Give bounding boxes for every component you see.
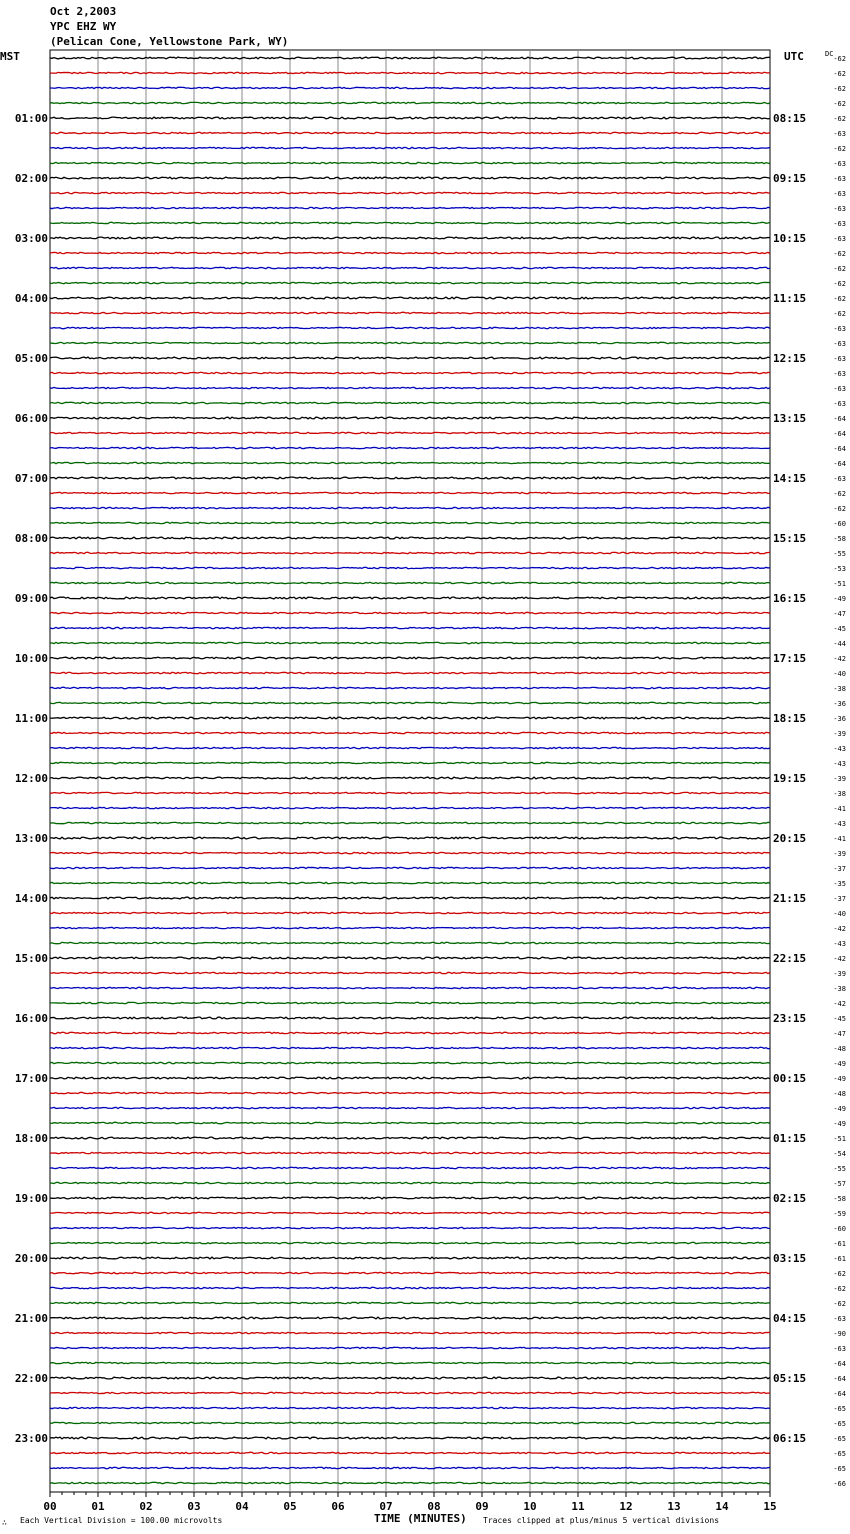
utc-hour-label: 09:15 <box>773 172 807 185</box>
utc-hour-label: 23:15 <box>773 1012 807 1025</box>
x-axis <box>43 1492 776 1513</box>
trace-row <box>50 897 770 899</box>
utc-hour-label: 00:15 <box>773 1072 807 1085</box>
x-tick-label: 02 <box>139 1500 153 1513</box>
dc-offset-label: -63 <box>833 325 846 333</box>
dc-offset-label: -38 <box>833 790 846 798</box>
trace-row <box>50 1377 770 1379</box>
dc-offset-label: -59 <box>833 1210 846 1218</box>
dc-offset-label: -43 <box>833 820 846 828</box>
trace-row <box>50 1092 770 1093</box>
dc-offset-label: -37 <box>833 895 846 903</box>
trace-row <box>50 1347 770 1348</box>
trace-row <box>50 222 770 223</box>
mst-hour-label: 02:00 <box>14 172 48 185</box>
dc-offset-label: -63 <box>833 370 846 378</box>
dc-offset-label: -49 <box>833 1075 846 1083</box>
dc-offset-label: -58 <box>833 535 846 543</box>
trace-row <box>50 237 770 239</box>
x-tick-label: 14 <box>715 1500 729 1513</box>
dc-offset-label: -62 <box>833 1270 846 1278</box>
trace-row <box>50 1317 770 1319</box>
utc-hour-label: 12:15 <box>773 352 807 365</box>
trace-row <box>50 387 770 388</box>
dc-offset-label: -65 <box>833 1465 846 1473</box>
trace-row <box>50 1362 770 1363</box>
trace-row <box>50 1242 770 1243</box>
utc-hour-label: 18:15 <box>773 712 807 725</box>
trace-row <box>50 402 770 403</box>
trace-row <box>50 1392 770 1393</box>
dc-offset-label: -42 <box>833 925 846 933</box>
trace-row <box>50 882 770 883</box>
trace-row <box>50 177 770 179</box>
utc-hour-label: 22:15 <box>773 952 807 965</box>
trace-row <box>50 912 770 913</box>
dc-offset-label: -64 <box>833 1390 846 1398</box>
dc-offset-label: -55 <box>833 550 846 558</box>
trace-row <box>50 1077 770 1079</box>
trace-row <box>50 117 770 119</box>
mst-hour-label: 07:00 <box>14 472 48 485</box>
x-tick-label: 06 <box>331 1500 345 1513</box>
plot-frame <box>50 50 770 1492</box>
x-tick-label: 15 <box>763 1500 777 1513</box>
dc-offset-label: -48 <box>833 1045 846 1053</box>
mst-hour-labels <box>15 112 48 1445</box>
dc-offset-label: -53 <box>833 565 846 573</box>
dc-offset-label: -63 <box>833 235 846 243</box>
dc-offset-label: -45 <box>833 1015 846 1023</box>
right-timezone-label: UTC <box>784 50 804 63</box>
dc-offset-label: -54 <box>833 1150 846 1158</box>
clip-note: Traces clipped at plus/minus 5 vertical divisions <box>483 1516 720 1525</box>
dc-offset-label: -62 <box>833 310 846 318</box>
trace-row <box>50 57 770 59</box>
scale-note: Each Vertical Division = 100.00 microvolts <box>20 1516 223 1525</box>
utc-hour-label: 10:15 <box>773 232 807 245</box>
trace-row <box>50 477 770 479</box>
mst-hour-label: 10:00 <box>14 652 48 665</box>
dc-offset-label: -64 <box>833 415 846 423</box>
trace-row <box>50 1467 770 1468</box>
trace-row <box>50 552 770 553</box>
dc-offset-label: -63 <box>833 160 846 168</box>
station-code: YPC EHZ WY <box>50 20 117 33</box>
dc-offset-label: -49 <box>833 1120 846 1128</box>
trace-row <box>50 1167 770 1168</box>
dc-offset-label: -62 <box>833 1300 846 1308</box>
dc-offset-label: -44 <box>833 640 846 648</box>
trace-row <box>50 747 770 748</box>
dc-offset-label: -36 <box>833 715 846 723</box>
plot-date: Oct 2,2003 <box>50 5 117 18</box>
utc-hour-label: 20:15 <box>773 832 807 845</box>
trace-row <box>50 1302 770 1303</box>
x-tick-label: 07 <box>379 1500 393 1513</box>
mst-hour-label: 18:00 <box>14 1132 48 1145</box>
trace-row <box>50 1197 770 1199</box>
dc-offset-label: -43 <box>833 940 846 948</box>
utc-hour-label: 06:15 <box>773 1432 807 1445</box>
dc-offset-label: -62 <box>833 100 846 108</box>
trace-row <box>50 282 770 283</box>
utc-hour-label: 01:15 <box>773 1132 807 1145</box>
mst-hour-label: 21:00 <box>14 1312 48 1325</box>
trace-row <box>50 207 770 208</box>
corner-mark: ∴ <box>2 1518 7 1527</box>
mst-hour-label: 13:00 <box>14 832 48 845</box>
dc-offset-label: -63 <box>833 355 846 363</box>
x-tick-label: 05 <box>283 1500 297 1513</box>
mst-hour-label: 03:00 <box>14 232 48 245</box>
dc-offset-label: -49 <box>833 1060 846 1068</box>
utc-hour-label: 08:15 <box>773 112 807 125</box>
dc-offset-header: DC <box>825 50 834 58</box>
mst-hour-label: 05:00 <box>14 352 48 365</box>
trace-row <box>50 1107 770 1108</box>
mst-hour-label: 12:00 <box>14 772 48 785</box>
dc-offset-label: -62 <box>833 490 846 498</box>
trace-row <box>50 717 770 719</box>
mst-hour-label: 11:00 <box>14 712 48 725</box>
trace-row <box>50 87 770 88</box>
x-tick-label: 12 <box>619 1500 633 1513</box>
dc-offset-label: -42 <box>833 955 846 963</box>
trace-row <box>50 612 770 613</box>
dc-offset-label: -47 <box>833 610 846 618</box>
x-tick-label: 13 <box>667 1500 681 1513</box>
trace-row <box>50 927 770 928</box>
trace-row <box>50 342 770 343</box>
utc-hour-label: 13:15 <box>773 412 807 425</box>
mst-hour-label: 20:00 <box>14 1252 48 1265</box>
dc-offset-label: -63 <box>833 340 846 348</box>
dc-offset-label: -63 <box>833 130 846 138</box>
trace-row <box>50 1482 770 1483</box>
x-tick-label: 11 <box>571 1500 585 1513</box>
dc-offset-label: -39 <box>833 850 846 858</box>
trace-row <box>50 357 770 359</box>
mst-hour-label: 19:00 <box>14 1192 48 1205</box>
utc-hour-labels <box>773 112 806 1445</box>
dc-offset-label: -61 <box>833 1255 846 1263</box>
trace-row <box>50 162 770 163</box>
dc-offset-label: -63 <box>833 1345 846 1353</box>
dc-offset-label: -64 <box>833 445 846 453</box>
utc-hour-label: 17:15 <box>773 652 807 665</box>
trace-row <box>50 627 770 628</box>
dc-offset-label: -45 <box>833 625 846 633</box>
trace-row <box>50 1422 770 1423</box>
utc-hour-label: 02:15 <box>773 1192 807 1205</box>
trace-row <box>50 1212 770 1213</box>
dc-offset-label: -40 <box>833 670 846 678</box>
dc-offset-label: -60 <box>833 520 846 528</box>
trace-row <box>50 432 770 433</box>
mst-hour-label: 14:00 <box>14 892 48 905</box>
trace-row <box>50 492 770 493</box>
dc-offset-label: -62 <box>833 1285 846 1293</box>
trace-row <box>50 1287 770 1288</box>
trace-row <box>50 507 770 508</box>
utc-hour-label: 04:15 <box>773 1312 807 1325</box>
station-location: (Pelican Cone, Yellowstone Park, WY) <box>50 35 289 48</box>
dc-offset-label: -47 <box>833 1030 846 1038</box>
dc-offset-label: -66 <box>833 1480 846 1488</box>
dc-offset-label: -63 <box>833 220 846 228</box>
dc-offset-label: -63 <box>833 385 846 393</box>
trace-row <box>50 777 770 779</box>
x-tick-label: 00 <box>43 1500 57 1513</box>
trace-row <box>50 1017 770 1019</box>
x-axis-title: TIME (MINUTES) <box>374 1512 467 1525</box>
trace-row <box>50 672 770 673</box>
dc-offset-label: -62 <box>833 280 846 288</box>
dc-offset-label: -64 <box>833 460 846 468</box>
dc-offset-label: -62 <box>833 250 846 258</box>
dc-offset-label: -62 <box>833 115 846 123</box>
mst-hour-label: 04:00 <box>14 292 48 305</box>
trace-row <box>50 792 770 793</box>
dc-offset-label: -62 <box>833 85 846 93</box>
dc-offset-label: -38 <box>833 685 846 693</box>
trace-row <box>50 987 770 988</box>
dc-offset-label: -60 <box>833 1225 846 1233</box>
trace-row <box>50 267 770 268</box>
dc-offset-label: -41 <box>833 835 846 843</box>
utc-hour-label: 14:15 <box>773 472 807 485</box>
trace-row <box>50 1122 770 1123</box>
dc-offset-label: -64 <box>833 1360 846 1368</box>
mst-hour-label: 17:00 <box>14 1072 48 1085</box>
trace-row <box>50 1152 770 1153</box>
dc-offset-label: -62 <box>833 295 846 303</box>
mst-hour-label: 22:00 <box>14 1372 48 1385</box>
trace-row <box>50 972 770 973</box>
trace-row <box>50 327 770 328</box>
dc-offset-label: -37 <box>833 865 846 873</box>
dc-offset-label: -35 <box>833 880 846 888</box>
dc-offset-label: -63 <box>833 205 846 213</box>
dc-offset-label: -40 <box>833 910 846 918</box>
utc-hour-label: 19:15 <box>773 772 807 785</box>
utc-hour-label: 21:15 <box>773 892 807 905</box>
trace-row <box>50 807 770 808</box>
trace-row <box>50 1452 770 1453</box>
dc-offset-label: -62 <box>833 505 846 513</box>
dc-offset-label: -63 <box>833 1315 846 1323</box>
trace-row <box>50 147 770 148</box>
trace-row <box>50 732 770 733</box>
trace-row <box>50 1437 770 1439</box>
trace-row <box>50 687 770 688</box>
minute-gridlines <box>50 50 770 1492</box>
dc-offset-label: -63 <box>833 190 846 198</box>
mst-hour-label: 06:00 <box>14 412 48 425</box>
mst-hour-label: 01:00 <box>14 112 48 125</box>
dc-offset-label: -39 <box>833 730 846 738</box>
utc-hour-label: 05:15 <box>773 1372 807 1385</box>
trace-row <box>50 852 770 853</box>
trace-row <box>50 1257 770 1259</box>
dc-offset-label: -62 <box>833 145 846 153</box>
trace-row <box>50 447 770 448</box>
dc-offset-label: -43 <box>833 760 846 768</box>
x-tick-label: 08 <box>427 1500 441 1513</box>
trace-row <box>50 297 770 299</box>
dc-offset-label: -38 <box>833 985 846 993</box>
seismic-traces <box>50 57 770 1484</box>
dc-offset-label: -57 <box>833 1180 846 1188</box>
dc-offset-label: -65 <box>833 1450 846 1458</box>
dc-offset-label: -49 <box>833 595 846 603</box>
dc-offset-label: -65 <box>833 1435 846 1443</box>
trace-row <box>50 132 770 133</box>
x-tick-label: 10 <box>523 1500 537 1513</box>
mst-hour-label: 09:00 <box>14 592 48 605</box>
dc-offset-label: -65 <box>833 1420 846 1428</box>
dc-offset-label: -63 <box>833 175 846 183</box>
mst-hour-label: 23:00 <box>14 1432 48 1445</box>
trace-row <box>50 1047 770 1048</box>
trace-row <box>50 462 770 463</box>
dc-offset-label: -63 <box>833 475 846 483</box>
dc-offset-label: -49 <box>833 1105 846 1113</box>
dc-offset-label: -90 <box>833 1330 846 1338</box>
dc-offset-label: -48 <box>833 1090 846 1098</box>
utc-hour-label: 15:15 <box>773 532 807 545</box>
trace-row <box>50 762 770 763</box>
trace-row <box>50 942 770 943</box>
dc-offset-label: -42 <box>833 1000 846 1008</box>
trace-row <box>50 72 770 73</box>
trace-row <box>50 372 770 373</box>
trace-row <box>50 642 770 643</box>
dc-offset-labels <box>833 55 846 1488</box>
x-tick-label: 04 <box>235 1500 249 1513</box>
mst-hour-label: 08:00 <box>14 532 48 545</box>
trace-row <box>50 822 770 823</box>
dc-offset-label: -39 <box>833 775 846 783</box>
x-tick-label: 01 <box>91 1500 105 1513</box>
trace-row <box>50 1407 770 1408</box>
trace-row <box>50 957 770 959</box>
trace-row <box>50 1137 770 1139</box>
trace-row <box>50 867 770 868</box>
dc-offset-label: -63 <box>833 400 846 408</box>
trace-row <box>50 1272 770 1273</box>
dc-offset-label: -65 <box>833 1405 846 1413</box>
dc-offset-label: -64 <box>833 430 846 438</box>
trace-row <box>50 657 770 659</box>
dc-offset-label: -43 <box>833 745 846 753</box>
dc-offset-label: -62 <box>833 265 846 273</box>
dc-offset-label: -51 <box>833 580 846 588</box>
dc-offset-label: -41 <box>833 805 846 813</box>
dc-offset-label: -62 <box>833 70 846 78</box>
trace-row <box>50 1182 770 1183</box>
trace-row <box>50 1062 770 1063</box>
dc-offset-label: -61 <box>833 1240 846 1248</box>
trace-row <box>50 567 770 568</box>
dc-offset-label: -64 <box>833 1375 846 1383</box>
dc-offset-label: -39 <box>833 970 846 978</box>
left-timezone-label: MST <box>0 50 20 63</box>
trace-row <box>50 102 770 103</box>
dc-offset-label: -58 <box>833 1195 846 1203</box>
dc-offset-label: -51 <box>833 1135 846 1143</box>
trace-row <box>50 522 770 523</box>
utc-hour-label: 16:15 <box>773 592 807 605</box>
trace-row <box>50 702 770 703</box>
trace-row <box>50 417 770 419</box>
utc-hour-label: 03:15 <box>773 1252 807 1265</box>
mst-hour-label: 16:00 <box>14 1012 48 1025</box>
trace-row <box>50 837 770 839</box>
trace-row <box>50 537 770 539</box>
dc-offset-label: -55 <box>833 1165 846 1173</box>
dc-offset-label: -42 <box>833 655 846 663</box>
trace-row <box>50 312 770 313</box>
mst-hour-label: 15:00 <box>14 952 48 965</box>
trace-row <box>50 192 770 193</box>
trace-row <box>50 1227 770 1228</box>
trace-row <box>50 1032 770 1033</box>
utc-hour-label: 11:15 <box>773 292 807 305</box>
x-tick-label: 09 <box>475 1500 489 1513</box>
trace-row <box>50 252 770 253</box>
trace-row <box>50 1332 770 1333</box>
trace-row <box>50 597 770 599</box>
dc-offset-label: -36 <box>833 700 846 708</box>
dc-offset-label: -62 <box>833 55 846 63</box>
trace-row <box>50 582 770 583</box>
trace-row <box>50 1002 770 1003</box>
x-tick-label: 03 <box>187 1500 201 1513</box>
